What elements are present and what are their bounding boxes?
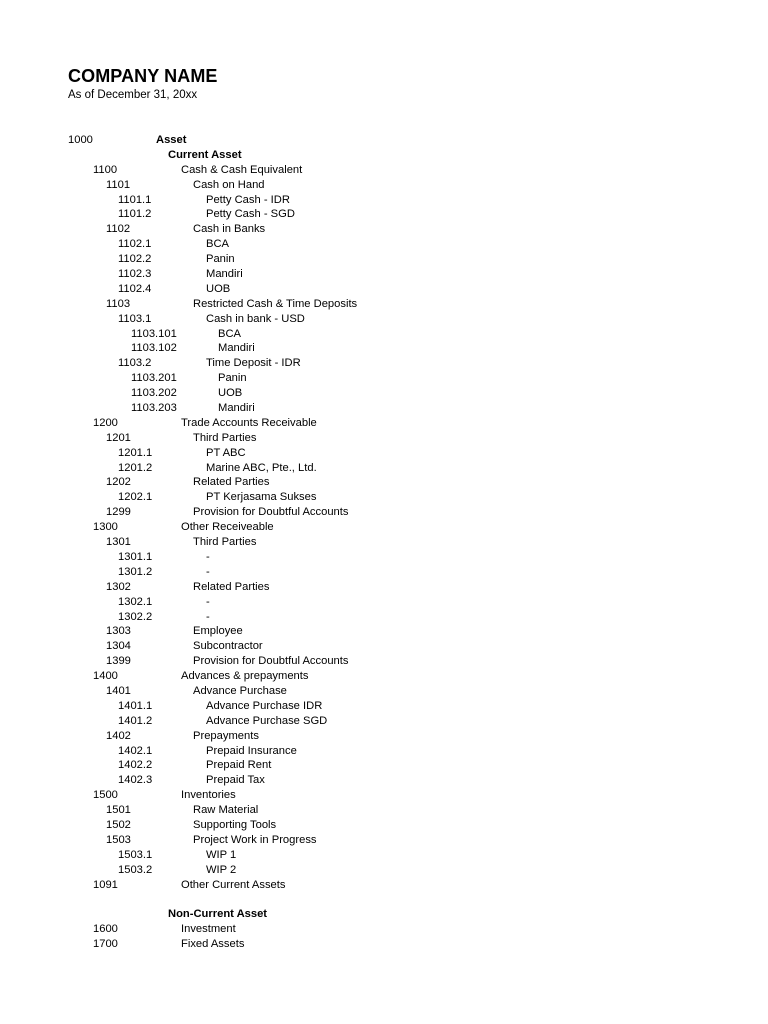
- account-code: 1303: [106, 625, 131, 638]
- account-code: 1402.3: [118, 774, 153, 787]
- account-row: [0, 773, 768, 788]
- company-name: COMPANY NAME: [68, 66, 218, 86]
- account-code: 1200: [93, 416, 118, 429]
- account-code: 1301: [106, 536, 131, 549]
- account-row: [0, 297, 768, 312]
- account-row: [0, 446, 768, 461]
- account-code: 1201.2: [118, 461, 153, 474]
- account-row: [0, 282, 768, 297]
- account-row: [0, 580, 768, 595]
- account-code: 1102: [106, 223, 131, 236]
- account-row: [0, 237, 768, 252]
- account-row: [0, 654, 768, 669]
- account-name: Prepaid Tax: [206, 774, 265, 787]
- account-name: WIP 2: [206, 863, 237, 876]
- account-code: 1103.102: [131, 342, 177, 355]
- account-row: [0, 699, 768, 714]
- account-row: [0, 624, 768, 639]
- section-title: Current Asset: [168, 148, 242, 161]
- account-code: 1202.1: [118, 491, 153, 504]
- account-row: [0, 416, 768, 431]
- account-code: 1103: [106, 297, 131, 310]
- account-name: Raw Material: [193, 804, 259, 817]
- account-row: [0, 669, 768, 684]
- account-name: Advances & prepayments: [181, 670, 309, 683]
- account-name: Third Parties: [193, 431, 257, 444]
- account-name: Panin: [206, 253, 235, 266]
- account-code: 1101.1: [118, 193, 152, 206]
- account-name: -: [206, 565, 210, 578]
- account-code: 1401.1: [118, 699, 153, 712]
- account-row: [0, 207, 768, 222]
- account-name: Trade Accounts Receivable: [181, 416, 317, 429]
- account-name: Cash in bank - USD: [206, 312, 305, 325]
- account-row: [0, 565, 768, 580]
- account-row: [0, 163, 768, 178]
- account-name: WIP 1: [206, 848, 237, 861]
- account-code: 1102.1: [118, 238, 152, 251]
- section-title: Non-Current Asset: [168, 908, 268, 921]
- account-code: 1202: [106, 476, 131, 489]
- account-row: [0, 684, 768, 699]
- account-name: Third Parties: [193, 536, 257, 549]
- account-name: Prepaid Rent: [206, 759, 272, 772]
- account-code: 1501: [106, 804, 131, 817]
- account-name: Advance Purchase: [193, 684, 287, 697]
- account-row: [0, 371, 768, 386]
- account-code: 1301.2: [118, 565, 153, 578]
- account-row: [0, 431, 768, 446]
- account-code: 1091: [93, 878, 118, 891]
- account-name: -: [206, 550, 210, 563]
- account-code: 1700: [93, 938, 118, 951]
- account-row: [0, 639, 768, 654]
- account-code: 1503: [106, 833, 131, 846]
- account-row: [0, 461, 768, 476]
- account-name: UOB: [206, 282, 231, 295]
- account-code: 1299: [106, 506, 131, 519]
- account-name: BCA: [218, 327, 242, 340]
- account-code: 1103.203: [131, 402, 177, 415]
- account-name: Asset: [156, 134, 187, 146]
- account-code: 1102.4: [118, 282, 152, 295]
- account-code: 1101: [106, 178, 131, 191]
- account-name: Time Deposit - IDR: [206, 357, 301, 370]
- account-name: Related Parties: [193, 580, 270, 593]
- account-name: Mandiri: [218, 402, 255, 415]
- account-name: Advance Purchase SGD: [206, 714, 328, 727]
- account-code: 1103.1: [118, 312, 152, 325]
- account-code: 1101.2: [118, 208, 152, 221]
- account-row: [0, 758, 768, 773]
- account-row: [0, 356, 768, 371]
- account-name: Fixed Assets: [181, 938, 245, 951]
- account-name: Supporting Tools: [193, 818, 277, 831]
- account-row: [0, 714, 768, 729]
- chart-of-accounts: [0, 133, 768, 952]
- account-name: Panin: [218, 372, 247, 385]
- account-name: Related Parties: [193, 476, 270, 489]
- account-row: [0, 744, 768, 759]
- account-name: Prepayments: [193, 729, 259, 742]
- account-row: [0, 848, 768, 863]
- account-name: Mandiri: [206, 268, 243, 281]
- account-row: [0, 595, 768, 610]
- account-row: [0, 178, 768, 193]
- account-name: Project Work in Progress: [193, 833, 317, 846]
- account-code: 1102.2: [118, 253, 152, 266]
- account-name: Marine ABC, Pte., Ltd.: [206, 461, 317, 474]
- account-code: 1103.2: [118, 357, 152, 370]
- account-code: 1102.3: [118, 268, 152, 281]
- account-row: [0, 401, 768, 416]
- account-row: [0, 341, 768, 356]
- account-row: [0, 803, 768, 818]
- account-name: BCA: [206, 238, 230, 251]
- account-row: [0, 878, 768, 893]
- account-code: 1402.2: [118, 759, 153, 772]
- account-name: Cash in Banks: [193, 223, 266, 236]
- account-name: Prepaid Insurance: [206, 744, 297, 757]
- account-row: [0, 863, 768, 878]
- account-name: PT ABC: [206, 446, 246, 459]
- account-code: 1103.101: [131, 327, 177, 340]
- account-code: 1302.1: [118, 595, 153, 608]
- account-code: 1503.2: [118, 863, 153, 876]
- account-name: -: [206, 610, 210, 623]
- account-name: Other Current Assets: [181, 878, 286, 891]
- account-name: Cash on Hand: [193, 178, 265, 191]
- account-name: Restricted Cash & Time Deposits: [193, 297, 358, 310]
- account-name: Petty Cash - IDR: [206, 193, 290, 206]
- account-name: Provision for Doubtful Accounts: [193, 506, 349, 519]
- account-row: [0, 788, 768, 803]
- account-row: [0, 252, 768, 267]
- account-row: [0, 550, 768, 565]
- account-code: 1600: [93, 923, 118, 936]
- account-row: [0, 610, 768, 625]
- account-row: [0, 386, 768, 401]
- account-row: [0, 833, 768, 848]
- account-row: [0, 505, 768, 520]
- account-code: 1000: [68, 134, 93, 146]
- account-code: 1399: [106, 655, 131, 668]
- account-code: 1503.1: [118, 848, 153, 861]
- account-code: 1201: [106, 431, 131, 444]
- account-name: Petty Cash - SGD: [206, 208, 295, 221]
- account-row: [0, 922, 768, 937]
- account-code: 1402.1: [118, 744, 153, 757]
- account-name: Advance Purchase IDR: [206, 699, 323, 712]
- account-code: 1103.202: [131, 387, 177, 400]
- account-row: [0, 222, 768, 237]
- account-code: 1302.2: [118, 610, 153, 623]
- account-name: Provision for Doubtful Accounts: [193, 655, 349, 668]
- account-name: Inventories: [181, 789, 236, 802]
- account-row: [0, 729, 768, 744]
- account-code: 1400: [93, 670, 118, 683]
- account-row: [0, 475, 768, 490]
- account-name: Subcontractor: [193, 640, 263, 653]
- account-row: [0, 133, 768, 148]
- account-name: UOB: [218, 387, 243, 400]
- account-row: [0, 520, 768, 535]
- account-code: 1401.2: [118, 714, 153, 727]
- account-name: -: [206, 595, 210, 608]
- account-code: 1302: [106, 580, 131, 593]
- section-header-row: [0, 907, 768, 922]
- account-row: [0, 267, 768, 282]
- account-code: 1401: [106, 684, 131, 697]
- account-row: [0, 535, 768, 550]
- account-code: 1300: [93, 521, 118, 534]
- account-code: 1103.201: [131, 372, 177, 385]
- account-name: Cash & Cash Equivalent: [181, 163, 303, 176]
- account-row: [0, 490, 768, 505]
- account-name: PT Kerjasama Sukses: [206, 491, 317, 504]
- report-date: As of December 31, 20xx: [68, 89, 198, 101]
- account-code: 1502: [106, 818, 131, 831]
- account-name: Other Receiveable: [181, 521, 274, 534]
- account-code: 1301.1: [118, 550, 153, 563]
- account-row: [0, 937, 768, 952]
- account-code: 1402: [106, 729, 131, 742]
- account-row: [0, 193, 768, 208]
- blank-row: [0, 892, 768, 907]
- account-row: [0, 327, 768, 342]
- account-code: 1201.1: [118, 446, 153, 459]
- account-code: 1304: [106, 640, 131, 653]
- account-name: Mandiri: [218, 342, 255, 355]
- account-row: [0, 312, 768, 327]
- account-name: Investment: [181, 923, 236, 936]
- account-name: Employee: [193, 625, 243, 638]
- account-row: [0, 818, 768, 833]
- section-header-row: [0, 148, 768, 163]
- account-code: 1500: [93, 789, 118, 802]
- account-code: 1100: [93, 163, 118, 176]
